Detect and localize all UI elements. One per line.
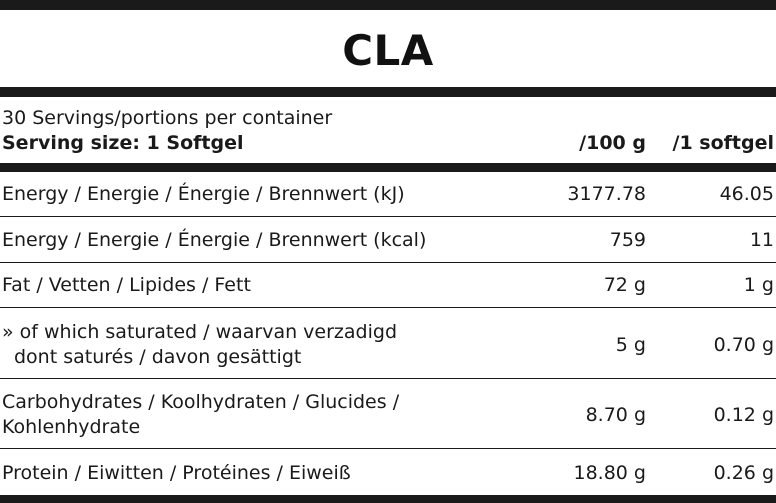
title-divider	[0, 87, 776, 97]
value-per-100g: 72 g	[603, 274, 646, 296]
table-row-saturated	[0, 308, 776, 379]
serving-size: Serving size: 1 Softgel	[2, 132, 244, 154]
table-row-fat	[0, 263, 776, 308]
product-title: CLA	[342, 26, 434, 75]
row-label: Protein / Eiwitten / Protéines / Eiweiß	[2, 462, 351, 484]
row-label-line-1: » of which saturated / waarvan verzadigd	[2, 321, 398, 343]
table-row-energy-kj	[0, 172, 776, 217]
row-label: Energy / Energie / Énergie / Brennwert (kcal)	[2, 229, 427, 251]
table-row-carbohydrates	[0, 379, 776, 449]
table-row-protein	[0, 449, 776, 495]
value-per-100g: 8.70 g	[585, 404, 646, 426]
value-per-softgel: 11	[749, 229, 774, 251]
row-label-line-2: dont saturés / davon gesättigt	[14, 346, 302, 368]
row-label: Fat / Vetten / Lipides / Fett	[2, 274, 251, 296]
value-per-softgel: 0.26 g	[713, 462, 774, 484]
value-per-100g: 5 g	[615, 334, 646, 356]
value-per-softgel: 46.05	[719, 183, 774, 205]
row-label: Energy / Energie / Énergie / Brennwert (kJ)	[2, 183, 405, 205]
column-header-per-100g: /100 g	[579, 132, 646, 154]
bottom-border	[0, 495, 776, 503]
value-per-100g: 18.80 g	[573, 462, 646, 484]
value-per-100g: 759	[609, 229, 646, 251]
nutrition-table	[0, 172, 776, 495]
value-per-100g: 3177.78	[567, 183, 646, 205]
top-border	[0, 0, 776, 10]
value-per-softgel: 0.12 g	[713, 404, 774, 426]
table-row-energy-kcal	[0, 217, 776, 263]
value-per-softgel: 1 g	[743, 274, 774, 296]
column-header-per-softgel: /1 softgel	[672, 132, 774, 154]
row-label-line-1: Carbohydrates / Koolhydraten / Glucides /	[2, 391, 400, 413]
value-per-softgel: 0.70 g	[713, 334, 774, 356]
header-divider	[0, 163, 776, 172]
row-label-line-2: Kohlenhydrate	[2, 416, 141, 438]
servings-per-container: 30 Servings/portions per container	[2, 107, 333, 129]
table-header	[0, 106, 776, 160]
row-label	[2, 320, 397, 370]
row-label	[2, 390, 399, 440]
